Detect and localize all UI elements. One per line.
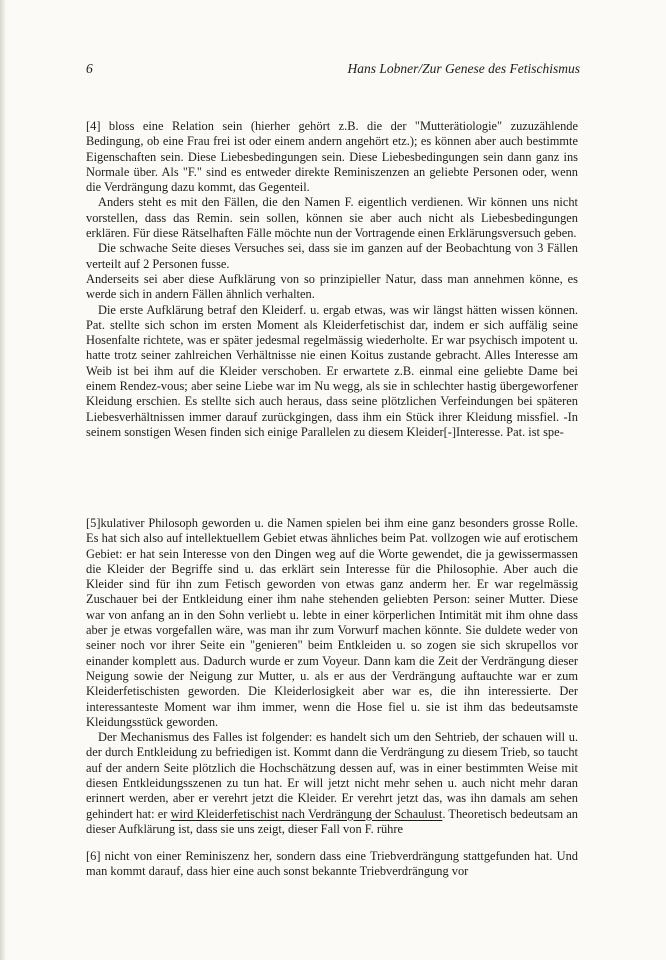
underlined-phrase: wird Kleiderfetischist nach Verdrängung der Schaulust bbox=[170, 806, 443, 821]
page-number: 6 bbox=[86, 61, 93, 76]
text-block-page-4 bbox=[86, 119, 578, 440]
running-header bbox=[86, 60, 580, 78]
paragraph: Anderseits sei aber diese Aufklärung von so prinzipieller Natur, dass man annehmen könne, es werde sich in andern Fällen ähnlich verhalten. bbox=[86, 271, 578, 302]
paragraph: [6] nicht von einer Reminiszenz her, sondern dass eine Triebverdrängung stattgefunden hat. Und man kommt darauf, dass hier eine auch sonst bekannte Triebverdrängung vor bbox=[86, 849, 578, 879]
text-block-page-5 bbox=[86, 516, 578, 837]
paragraph: Die schwache Seite dieses Versuches sei, dass sie im ganzen auf der Beobachtung von 3 Fällen verteilt auf 2 Personen fusse. bbox=[86, 241, 578, 271]
paragraph-text: Der Mechanismus des Falles ist folgender: es handelt sich um den Sehtrieb, der schauen will u. der durch Entkleidung zu befriedigen ist. Kommt dann die Verdrängung zu diesem Trieb, so taucht auf der andern Seite plötzlich die Hochschätzung dessen auf, was in einer bestimmten Weise mit diesen Entkleidungsszenen zu tun hat. Er will jetzt nicht mehr sehen u. auch nicht mehr daran erinnert werden, aber er verehrt jetzt die Kleider. Er verehrt jetzt das, was ihn damals am sehen gehindert hat: er bbox=[86, 730, 578, 821]
paragraph: [4] bloss eine Relation sein (hierher gehört z.B. die der "Mutterätiologie" zuzuzählende Bedingung, ob eine Frau frei ist oder einem andern angehört etz.); es können aber auch bestimmte Eigenschaften sein. Diese Liebesbedingungen sein. Diese Liebesbedingungen sein dann ganz ins Normale über. Als "F." sind es entweder direkte Reminiszenzen an geliebte Personen oder, wenn die Verdrängung dazu kommt, das Gegenteil. bbox=[86, 119, 578, 195]
paragraph: Die erste Aufklärung betraf den Kleiderf. u. ergab etwas, was wir längst hätten wissen können. Pat. stellte sich schon im ersten Moment als Kleiderfetischist dar, indem er sich auffälig seine Hosenfalte richtete, was er später jedesmal regelmässig wiederholte. Er war psychisch impotent u. hatte trotz seiner zahlreichen Verhältnisse nie einen Koitus zustande gebracht. Alles Interesse am Weib ist bei ihm auf die Kleider verschoben. Er erwartete z.B. einmal eine geliebte Dame bei einem Rendez-vous; aber seine Liebe war im Nu wegg, als sie in schlechter hastig übergeworfener Kleidung erschien. Es stellte sich auch heraus, dass seine plötzlichen Verfeindungen bei späteren Liebesverhältnissen immer darauf zurückgingen, dass ihm ein Stück ihrer Kleidung missfiel. -In seinem sonstigen Wesen finden sich einige Parallelen zu diesem Kleider[-]Interesse. Pat. ist spe- bbox=[86, 302, 578, 439]
paragraph: Anders steht es mit den Fällen, die den Namen F. eigentlich verdienen. Wir können uns nicht vorstellen, dass das Remin. sein sollen, können sie aber auch nicht als Liebesbedingungen erklären. Für diese Rätselhaften Fälle möchte nun der Vortragende einen Erklärungsversuch geben. bbox=[86, 195, 578, 241]
paragraph-mechanism bbox=[86, 730, 578, 837]
running-title: Hans Lobner/Zur Genese des Fetischismus bbox=[347, 61, 580, 76]
paragraph-text-end: . Theoretisch bedeutsam an dieser Aufklärung ist, dass sie uns zeigt, dieser Fall von F. rühre bbox=[86, 806, 578, 836]
paragraph: [5]kulativer Philosoph geworden u. die Namen spielen bei ihm eine ganz besonders grosse Rolle. Es hat sich also auf intellektuellem Gebiet etwas ähnliches beim Pat. vollzogen wie auf erotischem Gebiet: er hat sein Interesse von den Dingen weg auf die Worte gewendet, die ja gewissermassen die Kleider der Begriffe sind u. das erklärt sein Interesse für die Philosophie. Aber auch die Kleider sind für ihn zum Fetisch geworden von etwas ganz anderm her. Er war regelmässig Zuschauer bei der Entkleidung einer ihm nahe stehenden geliebten Person: seiner Mutter. Diese war von anfang an in den Sohn verliebt u. lebte in einer körperlichen Intimität mit ihm ohne dass aber je etwas vorgefallen wäre, was man ihr zum Vorwurf machen könnte. Sie duldete weder von seiner noch vor ihrer Seite ein "genieren" beim Entkleiden u. so zogen sie sich skrupellos vor einander komplett aus. Dadurch wurde er zum Voyeur. Dann kam die Zeit der Verdrängung dieser Neigung sowie der Neigung zur Mutter, u. als er aus der Verdrängung auftauchte war er zum Kleiderfetischisten geworden. Die Kleiderlosigkeit aber war es, die ihn interessierte. Der interessanteste Moment war ihm immer, wenn die Hose fiel u. sie ist ihm das bedeutsamste Kleidungsstück geworden. bbox=[86, 516, 578, 729]
text-block-page-6 bbox=[86, 849, 578, 880]
